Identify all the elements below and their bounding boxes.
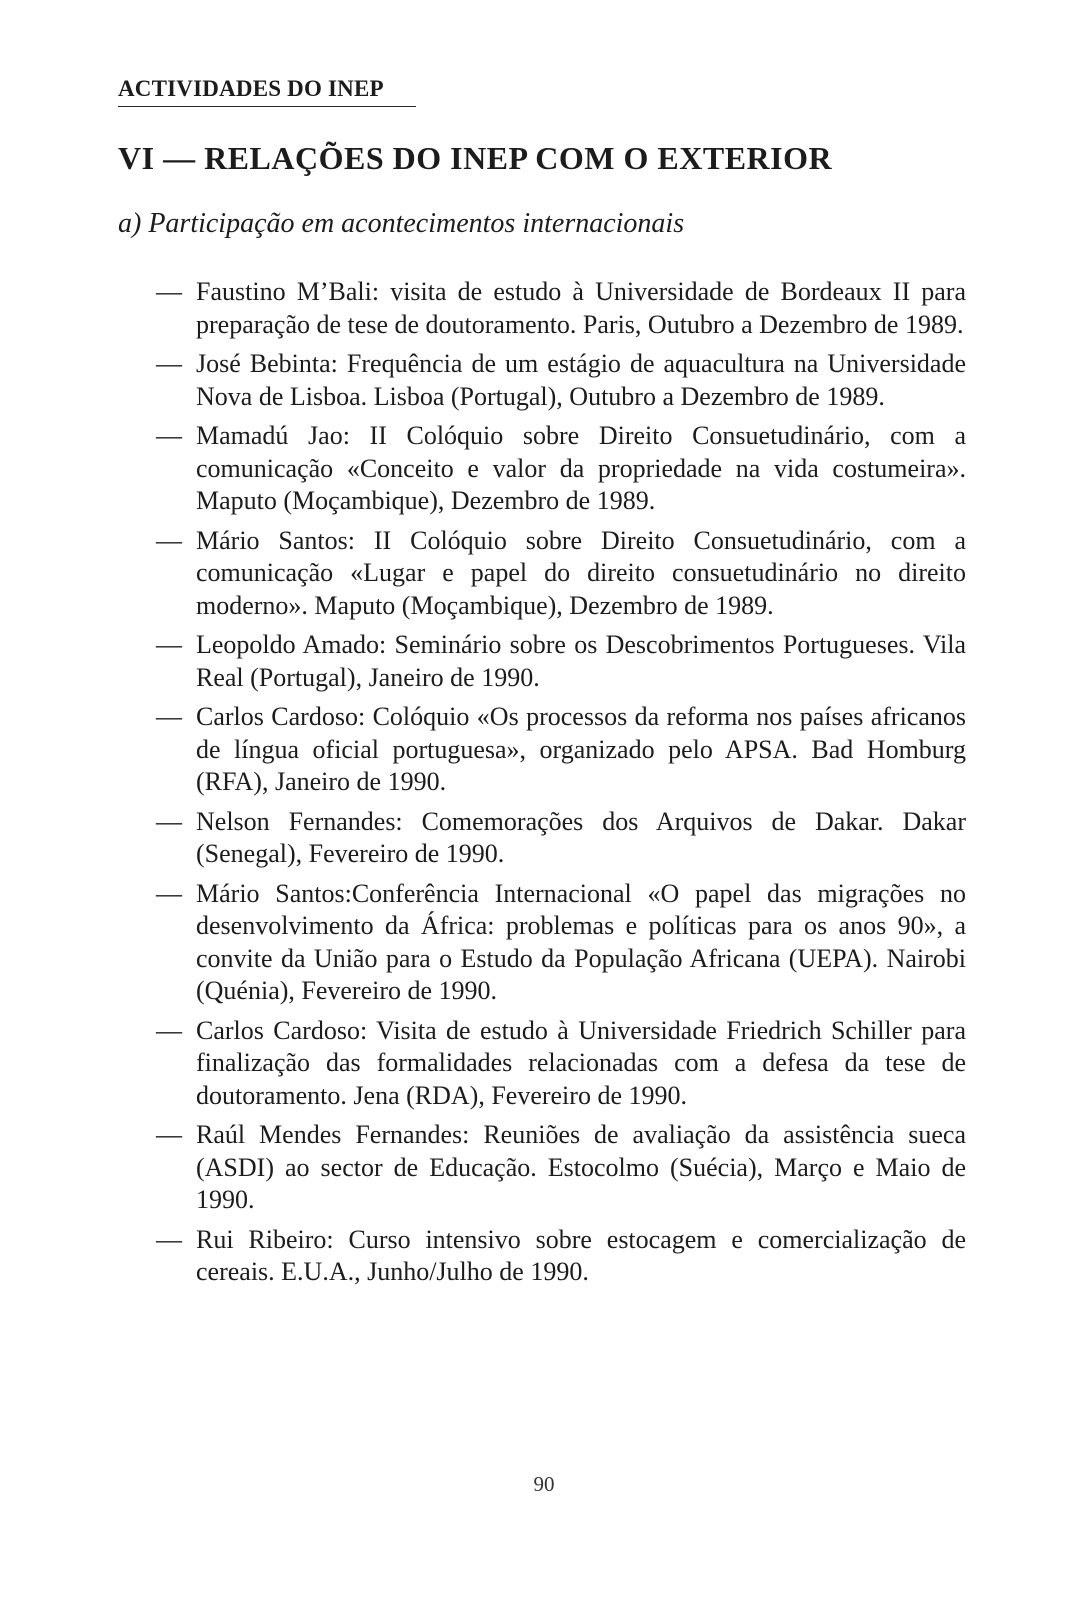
subsection-title: a) Participação em acontecimentos internacionais xyxy=(118,208,685,239)
list-item-text: Mamadú Jao: II Colóquio sobre Direito Consuetudinário, com a comunicação «Conceito e valor da propriedade na vida costumeira». Maputo (Moçambique), Dezembro de 1989. xyxy=(196,421,966,515)
list-item-text: Mário Santos: II Colóquio sobre Direito Consuetudinário, com a comunicação «Lugar e papel do direito consuetudinário no direito moderno». Maputo (Moçambique), Dezembro de 1989. xyxy=(196,525,966,620)
em-dash-marker: — xyxy=(156,277,182,306)
list-item xyxy=(156,348,966,413)
list-item-text: Leopoldo Amado: Seminário sobre os Descobrimentos Portugueses. Vila Real (Portugal), Janeiro de 1990. xyxy=(196,630,966,692)
list-item xyxy=(156,1224,966,1289)
em-dash-marker: — xyxy=(156,806,182,836)
em-dash-marker: — xyxy=(156,1015,182,1045)
list-item xyxy=(156,878,966,1008)
list-item xyxy=(156,806,966,871)
list-item-text: Nelson Fernandes: Comemorações dos Arquivos de Dakar. Dakar (Senegal), Fevereiro de 1990. xyxy=(196,806,966,868)
list-item-text: Rui Ribeiro: Curso intensivo sobre estocagem e comercialização de cereais. E.U.A., Junho/Julho de 1990. xyxy=(196,1224,966,1286)
page-number: 90 xyxy=(533,1472,555,1496)
list-item xyxy=(156,420,966,518)
list-item xyxy=(156,525,966,623)
em-dash-marker: — xyxy=(156,702,182,731)
em-dash-marker: — xyxy=(156,525,182,555)
list-item-text: José Bebinta: Frequência de um estágio de aquacultura na Universidade Nova de Lisboa. Lisboa (Portugal), Outubro a Dezembro de 1989. xyxy=(196,349,966,411)
list-item xyxy=(156,701,966,799)
running-head: ACTIVIDADES DO INEP xyxy=(118,76,416,107)
list-item-text: Faustino M’Bali: visita de estudo à Universidade de Bordeaux II para preparação de tese de doutoramento. Paris, Outubro a Dezembro de 1989. xyxy=(196,277,966,339)
em-dash-marker: — xyxy=(156,421,182,450)
em-dash-marker: — xyxy=(156,630,182,659)
list-item xyxy=(156,276,966,341)
section-title: VI — RELAÇÕES DO INEP COM O EXTERIOR xyxy=(118,140,833,176)
em-dash-marker: — xyxy=(156,878,182,908)
list-item-text: Carlos Cardoso: Visita de estudo à Universidade Friedrich Schiller para finalização das formalidades relacionadas com a defesa da tese de doutoramento. Jena (RDA), Fevereiro de 1990. xyxy=(196,1015,966,1110)
list-item-text: Mário Santos:Conferência Internacional «O papel das migrações no desenvolvimento da África: problemas e políticas para os anos 90», a convite da União para o Estudo da População Africana (UEPA). Nairobi (Quénia), Fevereiro de 1990. xyxy=(196,878,966,1005)
list-item xyxy=(156,629,966,694)
list-item-text: Carlos Cardoso: Colóquio «Os processos da reforma nos países africanos de língua oficial portuguesa», organizado pelo APSA. Bad Homburg (RFA), Janeiro de 1990. xyxy=(196,702,966,796)
list-item-text: Raúl Mendes Fernandes: Reuniões de avaliação da assistência sueca (ASDI) ao sector de Educação. Estocolmo (Suécia), Março e Maio de 1990. xyxy=(196,1120,966,1214)
activity-list xyxy=(156,276,966,1296)
list-item xyxy=(156,1119,966,1217)
em-dash-marker: — xyxy=(156,1224,182,1254)
list-item xyxy=(156,1015,966,1113)
em-dash-marker: — xyxy=(156,349,182,378)
em-dash-marker: — xyxy=(156,1120,182,1149)
